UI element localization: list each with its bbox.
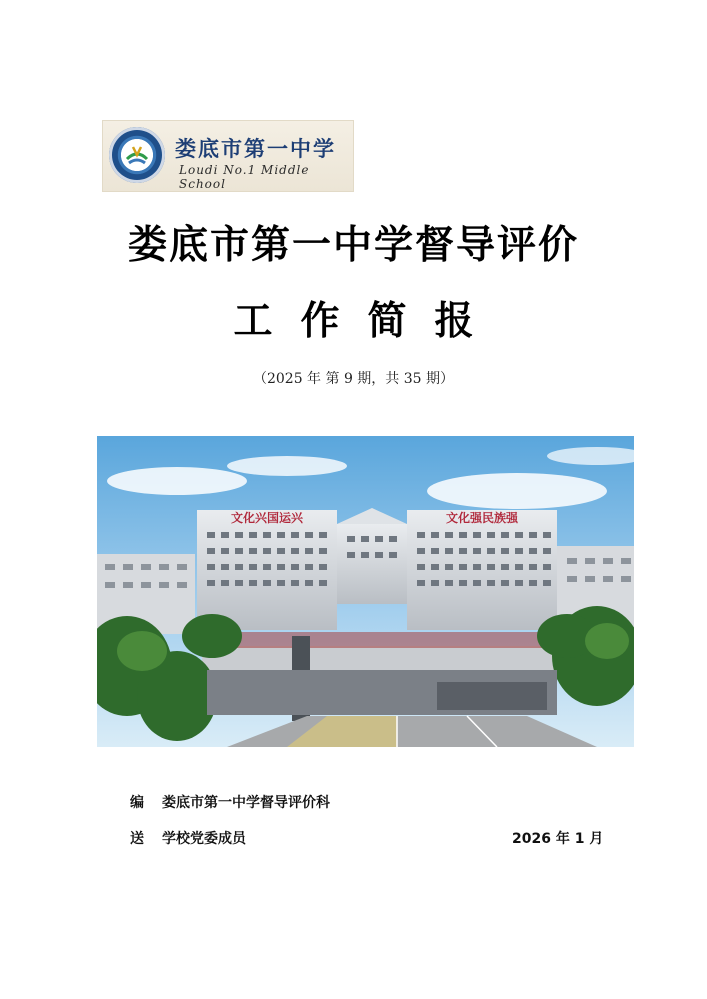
recipient-tag: 送 xyxy=(130,831,144,847)
report-title: 娄底市第一中学督导评价 xyxy=(127,223,579,268)
school-logo-banner xyxy=(102,120,354,192)
editor-tag: 编 xyxy=(130,795,144,811)
publish-date: 2026 年 1 月 xyxy=(512,831,604,847)
issue-number: （2025 年 第 9 期，共 35 期） xyxy=(252,371,455,387)
school-emblem-icon xyxy=(109,127,165,183)
editor-line xyxy=(130,792,330,812)
campus-photo xyxy=(97,436,634,747)
school-name-chinese: 娄底市第一中学 xyxy=(175,136,336,161)
school-name-english: Loudi No.1 Middle School xyxy=(179,163,310,191)
photo-right-banner: 文化强民族强 xyxy=(445,511,519,525)
report-subtitle: 工作简报 xyxy=(233,299,502,344)
photo-left-banner: 文化兴国运兴 xyxy=(230,511,304,525)
recipient-line xyxy=(130,828,246,848)
recipient-value: 学校党委成员 xyxy=(162,831,246,847)
editor-value: 娄底市第一中学督导评价科 xyxy=(162,795,330,811)
